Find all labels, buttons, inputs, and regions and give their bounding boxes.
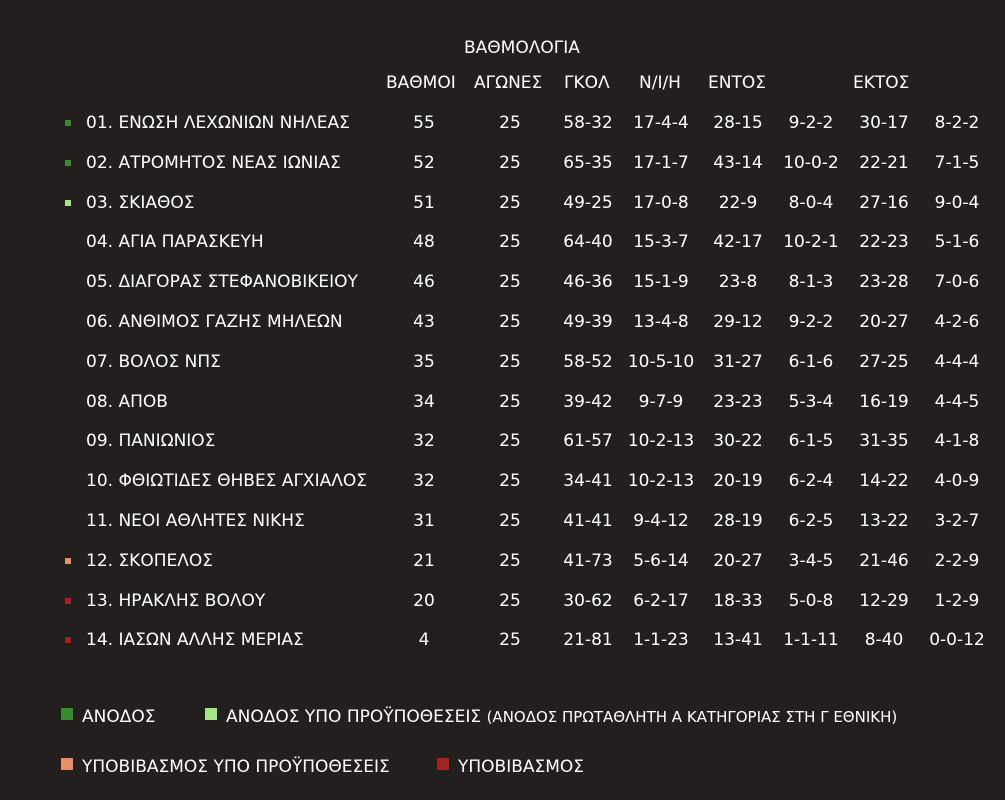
row-goals: 41-41: [563, 511, 613, 531]
legend-conditional-promotion-note: (ΑΝΟΔΟΣ ΠΡΩΤΑΘΛΗΤΗ Α ΚΑΤΗΓΟΡΙΑΣ ΣΤΗ Γ ΕΘΝΙΚΗ): [486, 708, 898, 726]
row-home-wdl: 6-2-4: [788, 471, 834, 492]
status-marker: [65, 598, 71, 604]
row-games: 25: [499, 391, 521, 412]
row-away-wdl: 4-4-5: [934, 391, 980, 412]
row-points: 20: [413, 590, 435, 611]
header-wdl: Ν/Ι/Η: [639, 73, 681, 93]
row-games: 25: [499, 351, 521, 372]
status-marker: [65, 120, 71, 126]
row-goals: 49-25: [563, 192, 613, 213]
row-away-goals: 13-22: [859, 511, 909, 531]
table-row: [0, 546, 1005, 576]
row-games: 25: [499, 312, 521, 332]
row-home-wdl: 3-4-5: [788, 550, 834, 571]
row-away-goals: 22-21: [859, 152, 909, 173]
row-home-wdl: 9-2-2: [788, 312, 834, 332]
table-row: [0, 466, 1005, 496]
row-home-wdl: 10-0-2: [783, 152, 839, 173]
row-games: 25: [499, 192, 521, 213]
row-games: 25: [499, 232, 521, 253]
row-points: 31: [413, 511, 435, 531]
row-goals: 61-57: [563, 431, 613, 452]
row-home-wdl: 5-3-4: [788, 391, 834, 412]
row-wdl: 15-3-7: [633, 232, 689, 253]
row-goals: 64-40: [563, 232, 613, 253]
row-home-goals: 28-19: [713, 511, 763, 531]
row-away-wdl: 2-2-9: [934, 550, 980, 571]
legend-promotion-swatch: [61, 708, 73, 720]
row-points: 21: [413, 550, 435, 571]
header-home: ΕΝΤΟΣ: [708, 73, 766, 93]
table-row: [0, 506, 1005, 536]
status-marker: [65, 558, 71, 564]
table-row: [0, 426, 1005, 456]
legend-conditional-promotion-label: ΑΝΟΔΟΣ ΥΠΟ ΠΡΟΫΠΟΘΕΣΕΙΣ: [226, 707, 482, 727]
row-points: 52: [413, 152, 435, 173]
row-home-wdl: 8-1-3: [788, 272, 834, 293]
table-row: [0, 188, 1005, 218]
row-away-wdl: 8-2-2: [934, 113, 980, 133]
row-wdl: 1-1-23: [633, 630, 689, 651]
row-points: 51: [413, 192, 435, 213]
row-away-wdl: 4-0-9: [934, 471, 980, 492]
row-away-wdl: 7-1-5: [934, 152, 980, 173]
row-wdl: 6-2-17: [633, 590, 689, 611]
row-wdl: 13-4-8: [633, 312, 689, 332]
row-points: 48: [413, 232, 435, 253]
row-points: 43: [413, 312, 435, 332]
row-goals: 58-32: [563, 113, 613, 133]
row-games: 25: [499, 630, 521, 651]
row-team: 01. ΕΝΩΣΗ ΛΕΧΩΝΙΩΝ ΝΗΛΕΑΣ: [86, 113, 350, 133]
row-wdl: 17-1-7: [633, 152, 689, 173]
row-home-goals: 23-8: [718, 272, 758, 293]
row-away-goals: 14-22: [859, 471, 909, 492]
row-away-wdl: 1-2-9: [934, 590, 980, 611]
row-team: 12. ΣΚΟΠΕΛΟΣ: [86, 550, 213, 571]
table-row: [0, 148, 1005, 178]
row-away-wdl: 5-1-6: [934, 232, 980, 253]
row-away-goals: 20-27: [859, 312, 909, 332]
row-home-goals: 20-27: [713, 550, 763, 571]
table-row: [0, 625, 1005, 655]
row-away-goals: 21-46: [859, 550, 909, 571]
header-points: ΒΑΘΜΟΙ: [386, 73, 456, 93]
row-away-wdl: 0-0-12: [929, 630, 985, 651]
table-row: [0, 307, 1005, 337]
status-marker: [65, 200, 71, 206]
row-home-goals: 20-19: [713, 471, 763, 492]
row-away-wdl: 9-0-4: [934, 192, 980, 213]
row-home-goals: 31-27: [713, 351, 763, 372]
header-goals: ΓΚΟΛ: [564, 73, 610, 93]
row-points: 34: [413, 391, 435, 412]
row-games: 25: [499, 152, 521, 173]
table-row: [0, 387, 1005, 417]
row-games: 25: [499, 590, 521, 611]
row-team: 06. ΑΝΘΙΜΟΣ ΓΑΖΗΣ ΜΗΛΕΩΝ: [86, 312, 343, 332]
standings-title: ΒΑΘΜΟΛΟΓΙΑ: [464, 38, 580, 58]
row-goals: 41-73: [563, 550, 613, 571]
row-goals: 34-41: [563, 471, 613, 492]
header-games: ΑΓΩΝΕΣ: [474, 73, 543, 93]
row-games: 25: [499, 113, 521, 133]
row-wdl: 15-1-9: [633, 272, 689, 293]
row-away-wdl: 4-1-8: [934, 431, 980, 452]
row-points: 4: [418, 630, 430, 651]
row-team: 13. ΗΡΑΚΛΗΣ ΒΟΛΟΥ: [86, 590, 266, 611]
table-row: [0, 227, 1005, 257]
row-home-goals: 42-17: [713, 232, 763, 253]
row-goals: 46-36: [563, 272, 613, 293]
row-team: 04. ΑΓΙΑ ΠΑΡΑΣΚΕΥΗ: [86, 232, 264, 253]
row-wdl: 5-6-14: [633, 550, 689, 571]
row-points: 55: [413, 113, 435, 133]
row-home-goals: 29-12: [713, 312, 763, 332]
row-wdl: 17-0-8: [633, 192, 689, 213]
row-team: 09. ΠΑΝΙΩΝΙΟΣ: [86, 431, 216, 452]
row-goals: 30-62: [563, 590, 613, 611]
row-home-goals: 30-22: [713, 431, 763, 452]
row-away-goals: 12-29: [859, 590, 909, 611]
row-home-goals: 28-15: [713, 113, 763, 133]
row-home-wdl: 6-2-5: [788, 511, 834, 531]
row-home-goals: 13-41: [713, 630, 763, 651]
header-away: ΕΚΤΟΣ: [853, 73, 910, 93]
row-home-goals: 22-9: [718, 192, 758, 213]
status-marker: [65, 160, 71, 166]
row-away-wdl: 7-0-6: [934, 272, 980, 293]
row-away-wdl: 4-2-6: [934, 312, 980, 332]
row-home-goals: 18-33: [713, 590, 763, 611]
row-team: 11. ΝΕΟΙ ΑΘΛΗΤΕΣ ΝΙΚΗΣ: [86, 511, 305, 531]
row-away-goals: 23-28: [859, 272, 909, 293]
row-away-goals: 27-16: [859, 192, 909, 213]
row-away-wdl: 4-4-4: [934, 351, 980, 372]
row-games: 25: [499, 471, 521, 492]
row-home-wdl: 1-1-11: [783, 630, 839, 651]
row-wdl: 10-5-10: [627, 351, 695, 372]
row-away-wdl: 3-2-7: [934, 511, 980, 531]
row-wdl: 10-2-13: [627, 431, 695, 452]
legend-conditional-relegation-swatch: [61, 758, 73, 770]
row-wdl: 9-4-12: [633, 511, 689, 531]
row-away-goals: 27-25: [859, 351, 909, 372]
row-team: 02. ΑΤΡΟΜΗΤΟΣ ΝΕΑΣ ΙΩΝΙΑΣ: [86, 152, 341, 173]
row-away-goals: 16-19: [859, 391, 909, 412]
legend-conditional-promotion-swatch: [205, 708, 217, 720]
row-points: 46: [413, 272, 435, 293]
table-row: [0, 108, 1005, 138]
table-row: [0, 347, 1005, 377]
row-team: 08. ΑΠΟΒ: [86, 391, 168, 412]
row-goals: 65-35: [563, 152, 613, 173]
status-marker: [65, 637, 71, 643]
row-home-wdl: 6-1-5: [788, 431, 834, 452]
row-home-wdl: 8-0-4: [788, 192, 834, 213]
legend-relegation-label: ΥΠΟΒΙΒΑΣΜΟΣ: [458, 757, 585, 777]
legend-conditional-relegation-label: ΥΠΟΒΙΒΑΣΜΟΣ ΥΠΟ ΠΡΟΫΠΟΘΕΣΕΙΣ: [82, 757, 390, 777]
row-games: 25: [499, 272, 521, 293]
row-home-wdl: 9-2-2: [788, 113, 834, 133]
row-home-wdl: 6-1-6: [788, 351, 834, 372]
legend-conditional-promotion: [226, 707, 897, 727]
row-team: 07. ΒΟΛΟΣ ΝΠΣ: [86, 351, 221, 372]
row-points: 35: [413, 351, 435, 372]
row-away-goals: 8-40: [864, 630, 904, 651]
legend-relegation-swatch: [437, 758, 449, 770]
row-points: 32: [413, 431, 435, 452]
row-games: 25: [499, 431, 521, 452]
row-team: 05. ΔΙΑΓΟΡΑΣ ΣΤΕΦΑΝΟΒΙΚΕΙΟΥ: [86, 272, 358, 293]
row-goals: 39-42: [563, 391, 613, 412]
row-team: 03. ΣΚΙΑΘΟΣ: [86, 192, 195, 213]
row-home-goals: 43-14: [713, 152, 763, 173]
table-row: [0, 586, 1005, 616]
row-wdl: 17-4-4: [633, 113, 689, 133]
row-points: 32: [413, 471, 435, 492]
row-wdl: 10-2-13: [627, 471, 695, 492]
row-wdl: 9-7-9: [638, 391, 684, 412]
row-goals: 58-52: [563, 351, 613, 372]
table-row: [0, 267, 1005, 297]
row-games: 25: [499, 550, 521, 571]
legend-promotion-label: ΑΝΟΔΟΣ: [82, 707, 156, 727]
row-away-goals: 30-17: [859, 113, 909, 133]
row-goals: 21-81: [563, 630, 613, 651]
row-games: 25: [499, 511, 521, 531]
row-home-wdl: 5-0-8: [788, 590, 834, 611]
row-away-goals: 22-23: [859, 232, 909, 253]
row-home-wdl: 10-2-1: [783, 232, 839, 253]
row-away-goals: 31-35: [859, 431, 909, 452]
row-goals: 49-39: [563, 312, 613, 332]
row-team: 10. ΦΘΙΩΤΙΔΕΣ ΘΗΒΕΣ ΑΓΧΙΑΛΟΣ: [86, 471, 367, 492]
row-team: 14. ΙΑΣΩΝ ΑΛΛΗΣ ΜΕΡΙΑΣ: [86, 630, 304, 651]
row-home-goals: 23-23: [713, 391, 763, 412]
